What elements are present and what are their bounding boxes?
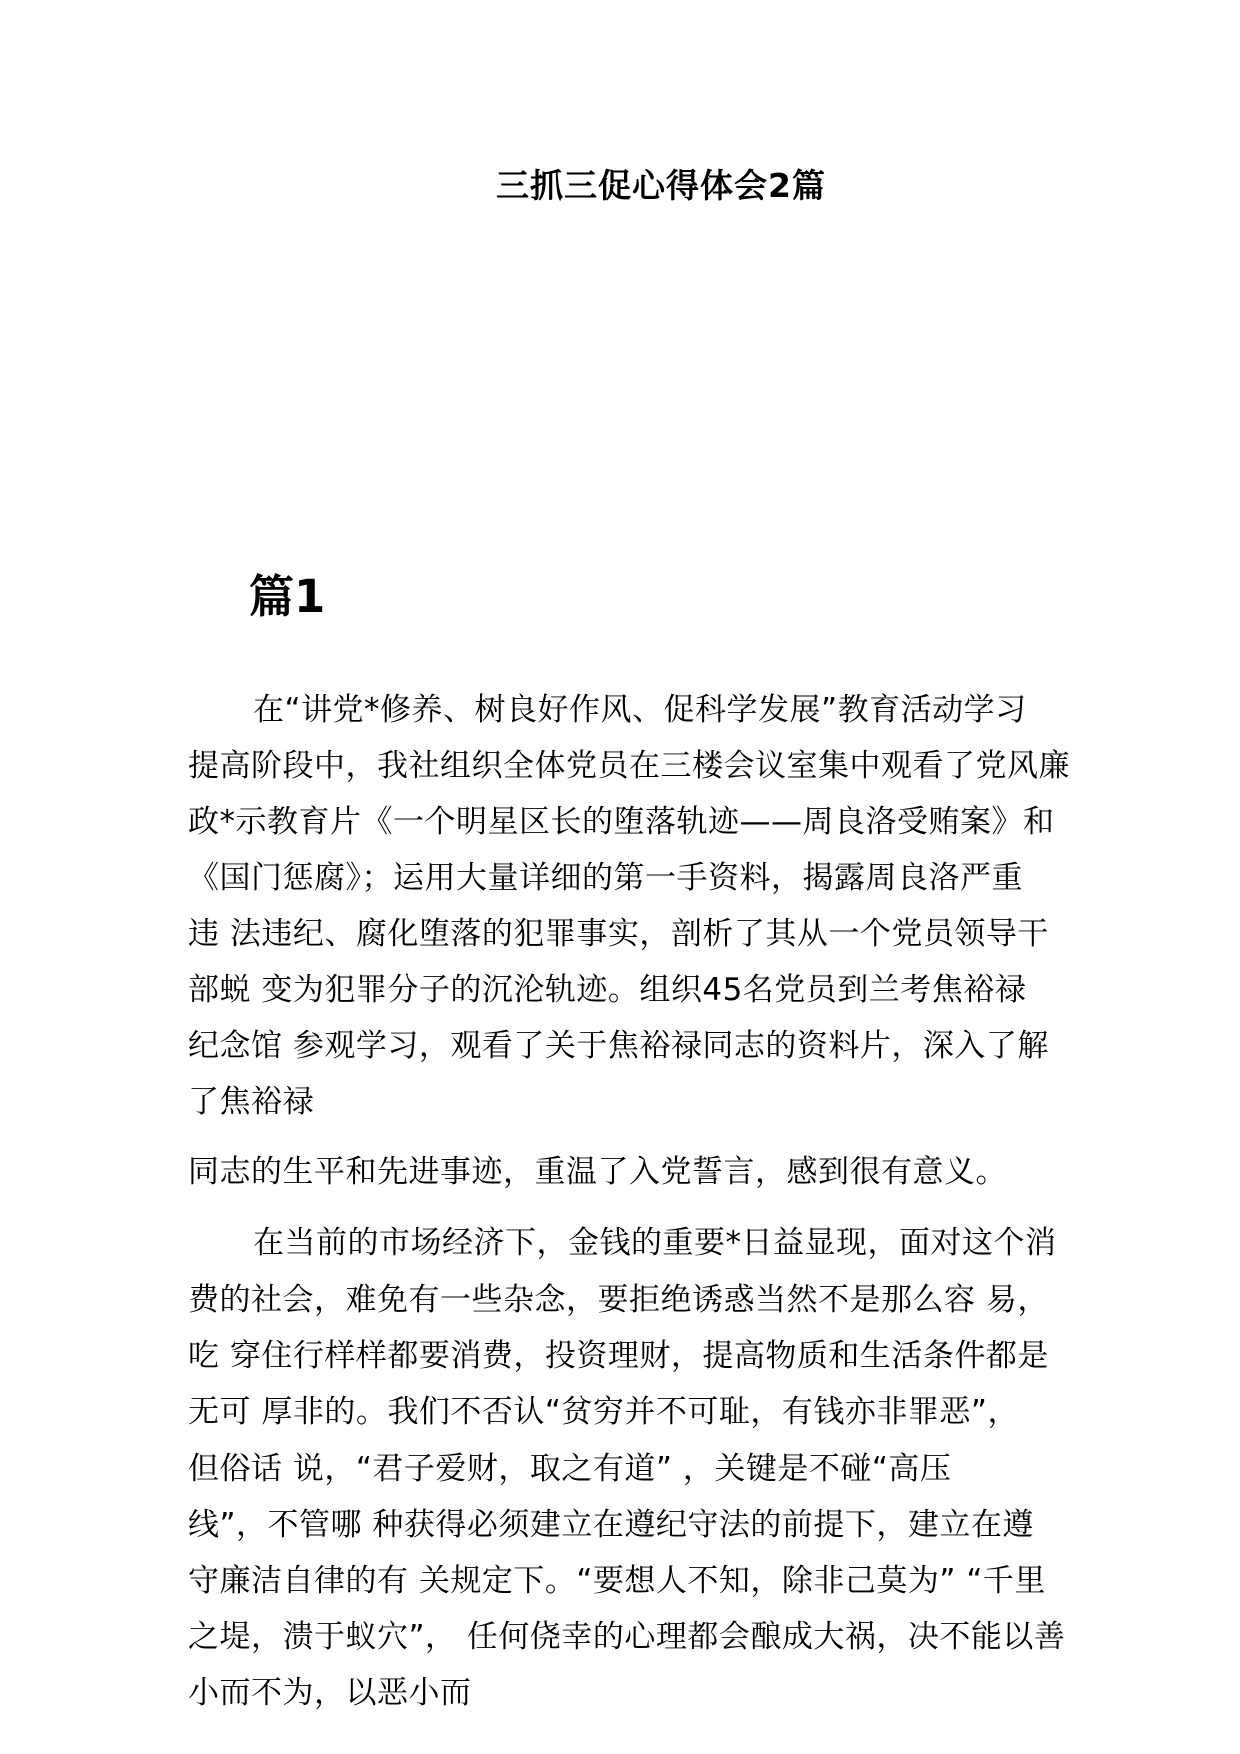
text-line: 吃 穿住行样样都要消费，投资理财，提高物质和生活条件都是 <box>188 1338 1049 1374</box>
text-line: 了焦裕禄 <box>188 1084 314 1120</box>
text-line: 守廉洁自律的有 关规定下。“要想人不知，除非己莫为” “千里 <box>188 1563 1046 1599</box>
text-line: 无可 厚非的。我们不否认“贫穷并不可耻，有钱亦非罪恶”， <box>188 1394 1019 1430</box>
text-line: 费的社会，难免有一些杂念，要拒绝诱惑当然不是那么容 易， <box>188 1282 1049 1318</box>
text-line: 之堤，溃于蚁穴”， 任何侥幸的心理都会酿成大祸，决不能以善 <box>188 1619 1066 1655</box>
text-line: 纪念馆 参观学习，观看了关于焦裕禄同志的资料片，深入了解 <box>188 1028 1049 1064</box>
text-line: 政*示教育片《一个明星区长的堕落轨迹——周良洛受贿案》和 <box>188 804 1055 840</box>
text-line: 在当前的市场经济下，金钱的重要*日益显现，面对这个消 <box>253 1225 1057 1261</box>
text-line: 线”，不管哪 种获得必须建立在遵纪守法的前提下，建立在遵 <box>188 1507 1034 1543</box>
text-line: 提高阶段中，我社组织全体党员在三楼会议室集中观看了党风廉 <box>188 748 1070 784</box>
section-heading: 篇1 <box>249 570 326 623</box>
document-title: 三抓三促心得体会2篇 <box>496 166 826 205</box>
text-line: 但俗话 说，“君子爱财，取之有道” ，关键是不碰“高压 <box>188 1451 952 1487</box>
text-line: 在“讲党*修养、树良好作风、促科学发展”教育活动学习 <box>253 692 1027 728</box>
text-line: 同志的生平和先进事迹，重温了入党誓言，感到很有意义。 <box>188 1154 1007 1190</box>
text-line: 《国门惩腐》；运用大量详细的第一手资料，揭露周良洛严重 <box>188 860 1023 896</box>
text-line: 部蜕 变为犯罪分子的沉沦轨迹。组织45名党员到兰考焦裕禄 <box>188 972 1027 1008</box>
text-line: 违 法违纪、腐化堕落的犯罪事实，剖析了其从一个党员领导干 <box>188 916 1049 952</box>
text-line: 小而不为，以恶小而 <box>188 1675 472 1711</box>
